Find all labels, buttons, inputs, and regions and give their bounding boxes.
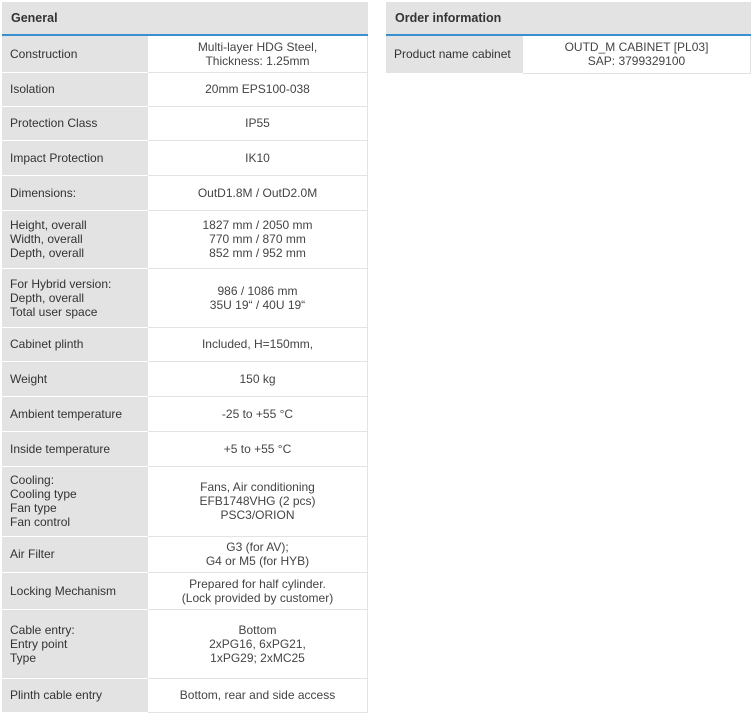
row-value-line: Multi-layer HDG Steel, xyxy=(197,39,318,54)
table-row xyxy=(386,36,751,73)
table-row xyxy=(2,175,368,210)
row-label-line: Impact Protection xyxy=(10,150,104,165)
row-label-line: Cooling: xyxy=(10,473,55,487)
row-label xyxy=(2,72,148,106)
row-value-line: +5 to +55 °C xyxy=(223,441,292,456)
row-value-line: 150 kg xyxy=(239,371,276,386)
row-label xyxy=(2,327,148,361)
order-heading: Order information xyxy=(386,2,751,36)
row-value xyxy=(148,572,368,609)
row-label-line: Air Filter xyxy=(10,547,55,561)
row-value xyxy=(148,72,368,106)
row-value-line: Prepared for half cylinder. xyxy=(189,576,326,591)
row-label-line: Cable entry: xyxy=(10,622,75,637)
row-value-line: EFB1748VHG (2 pcs) xyxy=(199,494,316,508)
table-row xyxy=(2,140,368,175)
general-heading: General xyxy=(2,2,368,36)
row-label xyxy=(2,140,148,175)
row-value-line: 1827 mm / 2050 mm xyxy=(202,218,313,232)
general-table xyxy=(2,36,368,713)
row-value xyxy=(148,678,368,712)
row-value-line: Bottom xyxy=(238,622,277,637)
row-label xyxy=(2,396,148,431)
row-value xyxy=(523,36,751,73)
row-value-line: G4 or M5 (for HYB) xyxy=(205,554,310,568)
row-value-line: Bottom, rear and side access xyxy=(179,688,336,702)
row-value xyxy=(148,36,368,72)
table-row xyxy=(2,106,368,140)
row-label-line: Depth, overall xyxy=(10,246,85,260)
row-label-line: Protection Class xyxy=(10,116,98,130)
row-value-line: IP55 xyxy=(245,116,270,130)
row-value-line: OutD1.8M / OutD2.0M xyxy=(197,185,318,200)
row-label-line: Fan type xyxy=(10,501,57,515)
row-value xyxy=(148,609,368,678)
row-value-line: Thickness: 1.25mm xyxy=(205,53,310,68)
row-label xyxy=(2,536,148,572)
row-label-line: Inside temperature xyxy=(10,441,111,456)
row-value-line: 2xPG16, 6xPG21, xyxy=(209,636,306,651)
row-value-line: Included, H=150mm, xyxy=(201,337,314,351)
row-value xyxy=(148,175,368,210)
table-row xyxy=(2,609,368,678)
row-label-line: Cooling type xyxy=(10,487,77,501)
row-value xyxy=(148,268,368,327)
row-value xyxy=(148,140,368,175)
order-panel xyxy=(386,2,751,74)
row-label-line: Locking Mechanism xyxy=(10,583,117,598)
table-row xyxy=(2,210,368,268)
row-value xyxy=(148,327,368,361)
row-value-line: (Lock provided by customer) xyxy=(181,590,334,605)
row-value-line: 1xPG29; 2xMC25 xyxy=(210,650,305,665)
row-label xyxy=(2,106,148,140)
row-value xyxy=(148,466,368,536)
row-label-line: Entry point xyxy=(10,636,68,651)
row-label-line: Isolation xyxy=(10,82,55,96)
row-label xyxy=(2,466,148,536)
row-label xyxy=(2,572,148,609)
table-row xyxy=(2,396,368,431)
row-label xyxy=(386,36,523,73)
order-table xyxy=(386,36,751,74)
row-label xyxy=(2,210,148,268)
table-row xyxy=(2,268,368,327)
table-row xyxy=(2,327,368,361)
row-label-line: Width, overall xyxy=(10,232,83,246)
table-row xyxy=(2,361,368,396)
row-label-line: Cabinet plinth xyxy=(10,337,84,351)
row-label-line: Weight xyxy=(10,371,48,386)
row-label-line: Fan control xyxy=(10,515,71,529)
row-value-line: PSC3/ORION xyxy=(220,508,295,522)
row-value xyxy=(148,361,368,396)
row-value-line: IK10 xyxy=(245,150,270,165)
row-value-line: OUTD_M CABINET [PL03] xyxy=(564,40,709,55)
row-value-line: -25 to +55 °C xyxy=(221,406,294,421)
row-value-line: 852 mm / 952 mm xyxy=(209,246,306,260)
row-value-line: 35U 19“ / 40U 19“ xyxy=(209,297,306,312)
row-value xyxy=(148,396,368,431)
row-label-line: Total user space xyxy=(10,304,98,319)
row-label-line: For Hybrid version: xyxy=(10,276,112,291)
table-row xyxy=(2,678,368,712)
table-row xyxy=(2,36,368,72)
row-value xyxy=(148,431,368,466)
row-label xyxy=(2,175,148,210)
row-label-line: Height, overall xyxy=(10,218,87,232)
row-value-line: Fans, Air conditioning xyxy=(200,480,315,494)
row-label-line: Construction xyxy=(10,46,78,61)
row-label xyxy=(2,609,148,678)
row-value xyxy=(148,536,368,572)
row-label-line: Plinth cable entry xyxy=(10,688,103,702)
row-label xyxy=(2,361,148,396)
row-value xyxy=(148,106,368,140)
row-label-line: Dimensions: xyxy=(10,185,77,200)
table-row xyxy=(2,572,368,609)
table-row xyxy=(2,466,368,536)
table-row xyxy=(2,72,368,106)
row-label-line: Depth, overall xyxy=(10,290,85,305)
row-label-line: Type xyxy=(10,650,37,665)
row-label xyxy=(2,678,148,712)
row-value xyxy=(148,210,368,268)
row-value-line: 770 mm / 870 mm xyxy=(209,232,306,246)
table-row xyxy=(2,431,368,466)
row-label xyxy=(2,431,148,466)
row-value-line: 20mm EPS100-038 xyxy=(205,82,310,96)
row-label xyxy=(2,268,148,327)
table-row xyxy=(2,536,368,572)
row-label-line: Ambient temperature xyxy=(10,406,123,421)
row-value-line: SAP: 3799329100 xyxy=(587,54,686,69)
row-value-line: G3 (for AV); xyxy=(226,540,289,554)
row-value-line: 986 / 1086 mm xyxy=(217,283,298,298)
row-label-line: Product name cabinet xyxy=(394,47,511,62)
row-label xyxy=(2,36,148,72)
general-panel xyxy=(2,2,368,713)
